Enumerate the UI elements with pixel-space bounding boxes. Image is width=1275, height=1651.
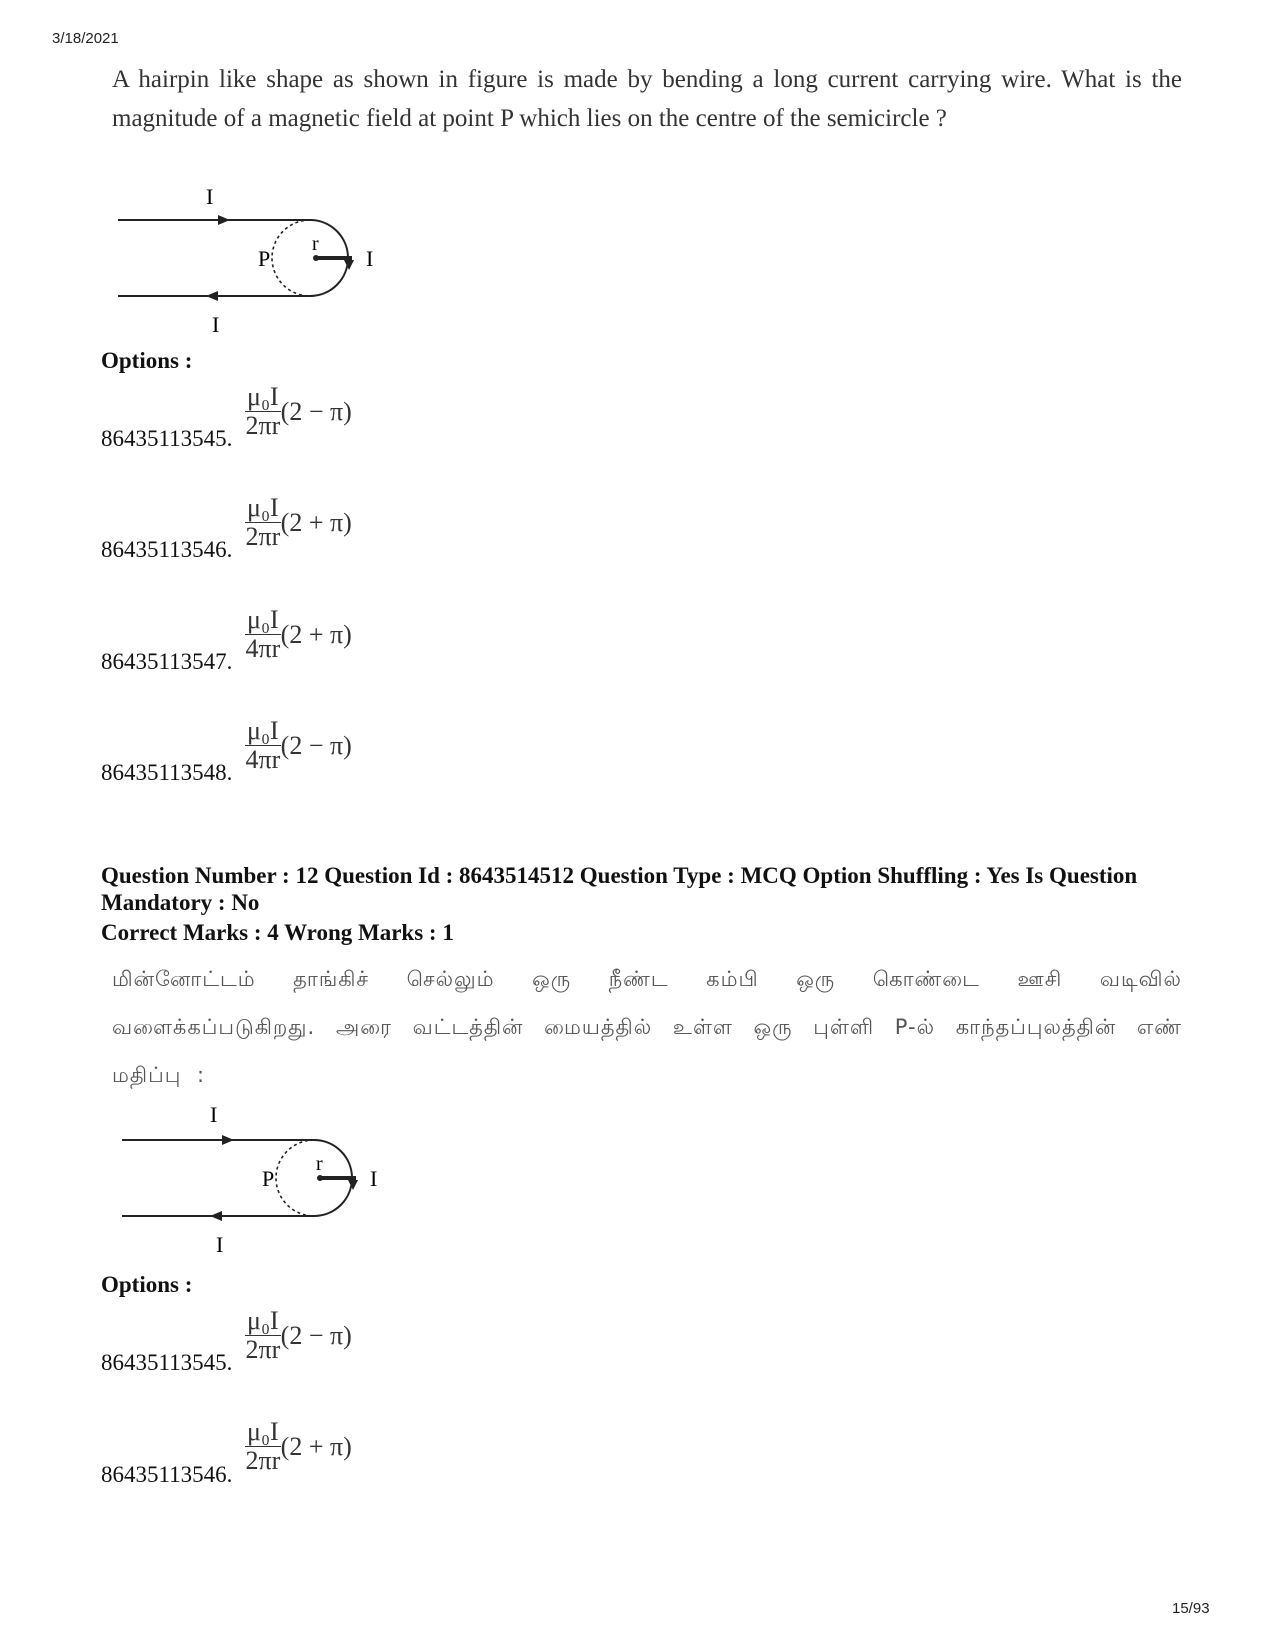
formula-denominator: 2πr — [245, 522, 281, 551]
formula-tail: (2 + π) — [280, 507, 352, 537]
option-id: 86435113548. — [101, 760, 233, 785]
hairpin-figure — [114, 1100, 394, 1260]
formula-numerator: μ₀I — [247, 716, 279, 745]
option-id: 86435113545. — [101, 1350, 233, 1375]
option-formula — [245, 717, 352, 774]
option-id: 86435113546. — [101, 1462, 233, 1487]
page-number: 15/93 — [1172, 1600, 1210, 1617]
current-label-arc: I — [370, 1166, 378, 1191]
formula-numerator: μ₀I — [247, 605, 279, 634]
option-id: 86435113545. — [101, 426, 233, 451]
formula-numerator: μ₀I — [247, 493, 279, 522]
formula-tail: (2 + π) — [280, 1431, 352, 1461]
option-formula — [245, 494, 352, 551]
formula-numerator: μ₀I — [247, 1417, 279, 1446]
formula-denominator: 4πr — [245, 745, 281, 774]
current-label-bottom: I — [212, 312, 220, 337]
option-formula — [245, 1307, 352, 1364]
current-label-arc: I — [366, 246, 374, 271]
formula-numerator: μ₀I — [247, 382, 279, 411]
current-label-top: I — [210, 1102, 218, 1127]
current-label-top: I — [206, 184, 214, 209]
options-label: Options : — [101, 1272, 193, 1297]
radius-label: r — [312, 233, 319, 255]
formula-numerator: μ₀I — [247, 1306, 279, 1335]
current-label-bottom: I — [216, 1232, 224, 1257]
formula-tail: (2 − π) — [280, 1320, 352, 1350]
print-date: 3/18/2021 — [52, 30, 119, 47]
question-text-en: A hairpin like shape as shown in figure is made by bending a long current carrying wire. What is the magnitude of a magnetic field at point P which lies on the centre of the semicircle ? — [112, 66, 1182, 132]
question-text-ta: மின்னோட்டம் தாங்கிச் செல்லும் ஒரு நீண்ட கம்பி ஒரு கொண்டை ஊசி வடிவில் வளைக்கப்படுகிறது. அரை வட்டத்தின் மையத்தில் உள்ள ஒரு புள்ளி P-ல் காந்தப்புலத்தின் எண் மதிப்பு : — [112, 967, 1182, 1087]
option-formula — [245, 1418, 352, 1475]
formula-tail: (2 + π) — [280, 619, 352, 649]
formula-denominator: 2πr — [245, 1446, 281, 1475]
question-marks: Correct Marks : 4 Wrong Marks : 1 — [101, 920, 454, 945]
option-id: 86435113546. — [101, 537, 233, 562]
option-formula — [245, 383, 352, 440]
formula-denominator: 2πr — [245, 1335, 281, 1364]
option-formula — [245, 606, 352, 663]
option-id: 86435113547. — [101, 649, 233, 674]
formula-tail: (2 − π) — [280, 730, 352, 760]
formula-denominator: 4πr — [245, 634, 281, 663]
hairpin-figure — [110, 180, 390, 340]
point-label: P — [262, 1166, 275, 1191]
question-meta: Question Number : 12 Question Id : 8643514512 Question Type : MCQ Option Shuffling : Yes Is Question Mandatory : No — [101, 863, 1138, 915]
formula-tail: (2 − π) — [280, 396, 352, 426]
radius-label: r — [316, 1153, 323, 1175]
formula-denominator: 2πr — [245, 411, 281, 440]
point-label: P — [258, 246, 271, 271]
options-label: Options : — [101, 348, 193, 373]
